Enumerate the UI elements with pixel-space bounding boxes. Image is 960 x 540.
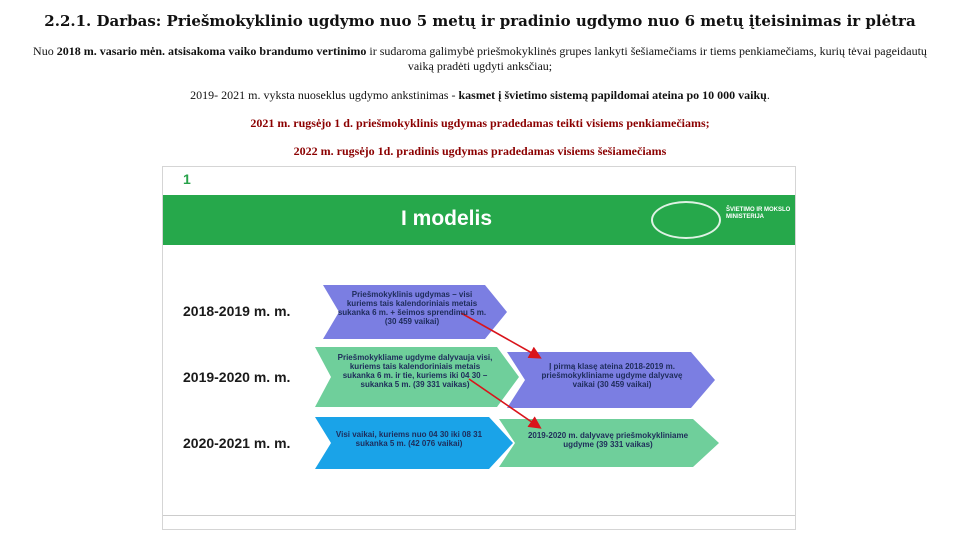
row3-box1-text: Visi vaikai, kuriems nuo 04 30 iki 08 31 sukanka 5 m. (42 076 vaikai) bbox=[335, 430, 483, 448]
line2-part-3: . bbox=[766, 88, 770, 102]
timeline-2022: 2022 m. rugsėjo 1d. pradinis ugdymas pradedamas visiems šešiamečiams bbox=[293, 144, 667, 158]
row2-box2-text: Į pirmą klasę ateina 2018-2019 m. priešmokykliniame ugdyme dalyvavę vaikai (30 459 vaikai) bbox=[541, 362, 683, 389]
row2-box1-text: Priešmokykliame ugdyme dalyvauja visi, kuriems tais kalendoriniais metais sukanka 6 m. ir tie, kuriems iki 04 30 – sukanka 5 m. (39 331 vaikas) bbox=[337, 353, 493, 389]
row1-box1-text: Priešmokyklinis ugdymas – visi kuriems tais kalendoriniais metais sukanka 6 m. + šeimos sprendimu 5 m. (30 459 vaikai) bbox=[337, 290, 487, 326]
timeline-2021: 2021 m. rugsėjo 1 d. priešmokyklinis ugdymas pradedamas teikti visiems penkiamečiams; bbox=[250, 116, 710, 130]
line2-part-2-bold: kasmet į švietimo sistemą papildomai ateina po 10 000 vaikų bbox=[458, 88, 767, 102]
year-label-2020: 2020-2021 m. m. bbox=[183, 435, 291, 451]
model-slide bbox=[162, 166, 796, 530]
row3-box2-text: 2019-2020 m. dalyvavę priešmokykliniame ugdyme (39 331 vaikas) bbox=[527, 431, 689, 449]
slide-number: 1 bbox=[183, 171, 191, 187]
year-label-2018: 2018-2019 m. m. bbox=[183, 303, 291, 319]
line2-part-1: 2019- 2021 m. vyksta nuoseklus ugdymo ankstinimas - bbox=[190, 88, 459, 102]
banner-title: I modelis bbox=[401, 207, 493, 230]
ministry-logo-text: ŠVIETIMO IR MOKSLO MINISTERIJA bbox=[726, 207, 791, 220]
model-diagram bbox=[163, 167, 795, 529]
timeline-2019-2021 bbox=[0, 88, 960, 103]
page-title: 2.2.1. Darbas: Priešmokyklinio ugdymo nuo 5 metų ir pradinio ugdymo nuo 6 metų įteisinimas ir plėtra bbox=[44, 12, 916, 30]
slide-bottom-divider bbox=[163, 515, 795, 516]
intro-part-2-bold: 2018 m. vasario mėn. atsisakoma vaiko brandumo vertinimo bbox=[56, 44, 367, 58]
intro-part-3: ir sudaroma galimybė priešmokyklinės grupes lankyti šešiamečiams ir tiems penkiamečiams, kurių tėvai pageidautų vaiką pradėti ugdyti anksčiau; bbox=[366, 44, 927, 73]
intro-part-1: Nuo bbox=[33, 44, 57, 58]
intro-paragraph bbox=[20, 44, 940, 74]
year-label-2019: 2019-2020 m. m. bbox=[183, 369, 291, 385]
